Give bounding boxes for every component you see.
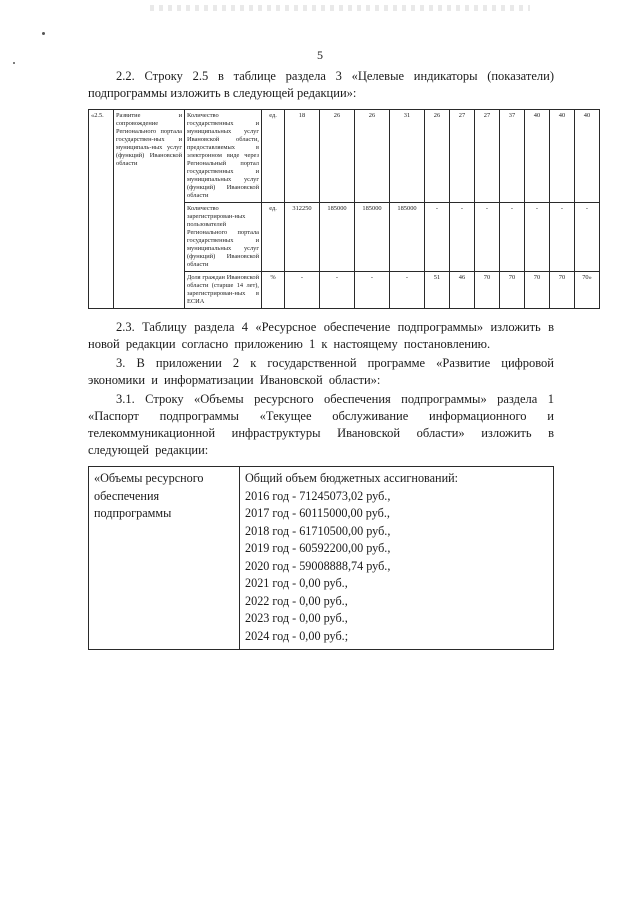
value-cell: 27 <box>475 110 500 203</box>
value-cell: - <box>450 203 475 272</box>
indicator-cell: Количество государственных и муниципальных услуг Ивановской области, предоставляемых в электронном виде через Региональный портал государственных и муниципальных услуг (функций) Ивановской области <box>185 110 262 203</box>
value-cell: 18 <box>285 110 320 203</box>
resource-value-line: 2018 год - 61710500,00 руб., <box>245 523 391 538</box>
value-cell: 40 <box>575 110 600 203</box>
value-cell: 26 <box>355 110 390 203</box>
document-body <box>88 68 592 660</box>
value-cell: 37 <box>500 110 525 203</box>
table-row <box>89 110 600 203</box>
table-row <box>89 467 554 650</box>
resource-label-cell: «Объемы ресурсного обеспечения подпрограммы <box>89 467 240 650</box>
paragraph-3-1: 3.1. Строку «Объемы ресурсного обеспечения подпрограммы» раздела 1 «Паспорт подпрограммы «Текущее обслуживание информационного и телекоммуникационной инфраструктуры Ивановской области» изложить в следующей редакции: <box>88 392 554 457</box>
resource-value-line: 2022 год - 0,00 руб., <box>245 593 348 608</box>
resource-table-wrapper <box>88 466 554 650</box>
resource-value-line: 2019 год - 60592200,00 руб., <box>245 541 391 555</box>
value-cell: - <box>285 272 320 309</box>
value-cell: 31 <box>390 110 425 203</box>
unit-cell: ед. <box>262 203 285 272</box>
resource-value-head: Общий объем бюджетных ассигнований: <box>245 471 458 485</box>
value-cell: - <box>475 203 500 272</box>
value-cell: - <box>320 272 355 309</box>
value-cell: 312250 <box>285 203 320 272</box>
resource-value-cell <box>240 467 554 650</box>
indicator-cell: Количество зарегистрирован-ных пользователей Регионального портала государственных и муниципальных услуг (функций) Ивановской области <box>185 203 262 272</box>
value-cell: 51 <box>425 272 450 309</box>
indicator-cell: Доля граждан Ивановской области (старше 14 лет), зарегистрирован-ных в ЕСИА <box>185 272 262 309</box>
resource-value-line: 2016 год - 71245073,02 руб., <box>245 488 391 503</box>
resource-value-line: 2017 год - 60115000,00 руб., <box>245 506 390 520</box>
row-index-cell: «2.5. <box>89 110 114 309</box>
value-cell: 26 <box>320 110 355 203</box>
scan-speck <box>42 32 45 35</box>
value-cell: - <box>500 203 525 272</box>
value-cell: - <box>550 203 575 272</box>
unit-cell: % <box>262 272 285 309</box>
value-cell: 70 <box>550 272 575 309</box>
paragraph-2-2: 2.2. Строку 2.5 в таблице раздела 3 «Целевые индикаторы (показатели) подпрограммы изложить в следующей редакции»: <box>88 69 554 100</box>
indicator-table <box>88 109 600 309</box>
row-name-cell: Развитие и сопровождение Регионального портала государствен-ных и муниципаль-ных услуг (функций) Ивановской области <box>114 110 185 309</box>
value-cell: - <box>425 203 450 272</box>
value-cell: 40 <box>550 110 575 203</box>
value-cell: 70 <box>475 272 500 309</box>
resource-value-line: 2021 год - 0,00 руб., <box>245 576 348 590</box>
page-number: 5 <box>317 48 323 62</box>
value-cell: - <box>525 203 550 272</box>
value-cell: 70 <box>525 272 550 309</box>
value-cell: 70» <box>575 272 600 309</box>
value-cell: 40 <box>525 110 550 203</box>
resource-value-line: 2024 год - 0,00 руб.; <box>245 628 349 643</box>
value-cell: 70 <box>500 272 525 309</box>
scan-artifact-top <box>150 5 530 11</box>
paragraph-2-3: 2.3. Таблицу раздела 4 «Ресурсное обеспечение подпрограммы» изложить в новой редакции согласно приложению 1 к настоящему постановлению. <box>88 320 554 351</box>
value-cell: 26 <box>425 110 450 203</box>
value-cell: 27 <box>450 110 475 203</box>
paragraph-3: 3. В приложении 2 к государственной программе «Развитие цифровой экономики и информатизации Ивановской области»: <box>88 356 554 387</box>
indicator-table-wrapper <box>88 109 592 309</box>
value-cell: - <box>390 272 425 309</box>
resource-value-line: 2023 год - 0,00 руб., <box>245 611 348 625</box>
resource-value-line: 2020 год - 59008888,74 руб., <box>245 558 391 573</box>
value-cell: 185000 <box>320 203 355 272</box>
value-cell: - <box>575 203 600 272</box>
value-cell: 185000 <box>355 203 390 272</box>
value-cell: - <box>355 272 390 309</box>
value-cell: 46 <box>450 272 475 309</box>
value-cell: 185000 <box>390 203 425 272</box>
unit-cell: ед. <box>262 110 285 203</box>
resource-table <box>88 466 554 650</box>
